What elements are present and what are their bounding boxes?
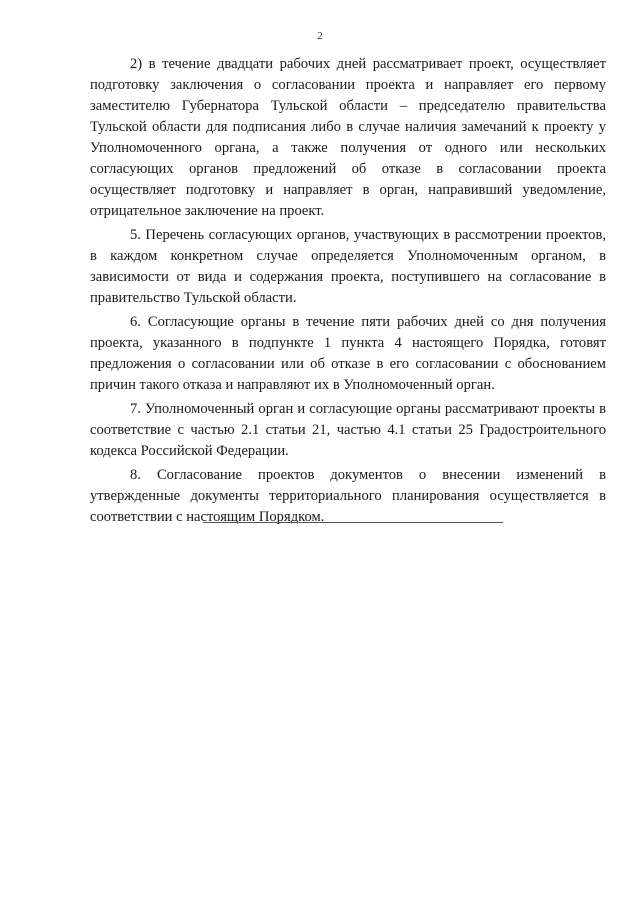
paragraph-5: 5. Перечень согласующих органов, участвующих в рассмотрении проектов, в каждом конкретном случае определяется Уполномоченным органом, в зависимости от вида и содержания проекта, поступившего на согласование в правительство Тульской области.	[90, 227, 606, 306]
end-of-document-rule	[203, 522, 503, 523]
document-body	[90, 54, 606, 531]
page-number: 2	[317, 30, 323, 42]
paragraph-6: 6. Согласующие органы в течение пяти рабочих дней со дня получения проекта, указанного в подпункте 1 пункта 4 настоящего Порядка, готовят предложения о согласовании или об отказе в его согласовании с обоснованием причин такого отказа и направляют их в Уполномоченный орган.	[90, 314, 606, 393]
paragraph-7: 7. Уполномоченный орган и согласующие органы рассматривают проекты в соответствие с частью 2.1 статьи 21, частью 4.1 статьи 25 Градостроительного кодекса Российской Федерации.	[90, 401, 606, 459]
paragraph-8: 8. Согласование проектов документов о внесении изменений в утвержденные документы территориального планирования осуществляется в соответствии с настоящим Порядком.	[90, 467, 606, 525]
paragraph-item-2: 2) в течение двадцати рабочих дней рассматривает проект, осуществляет подготовку заключения о согласовании проекта и направляет его первому заместителю Губернатора Тульской области – председателю правительства Тульской области для подписания либо в случае наличия замечаний к проекту у Уполномоченного органа, а также получения от одного или нескольких согласующих органов предложений об отказе в согласовании проекта осуществляет подготовку и направляет в орган, направивший уведомление, отрицательное заключение на проект.	[90, 56, 606, 219]
